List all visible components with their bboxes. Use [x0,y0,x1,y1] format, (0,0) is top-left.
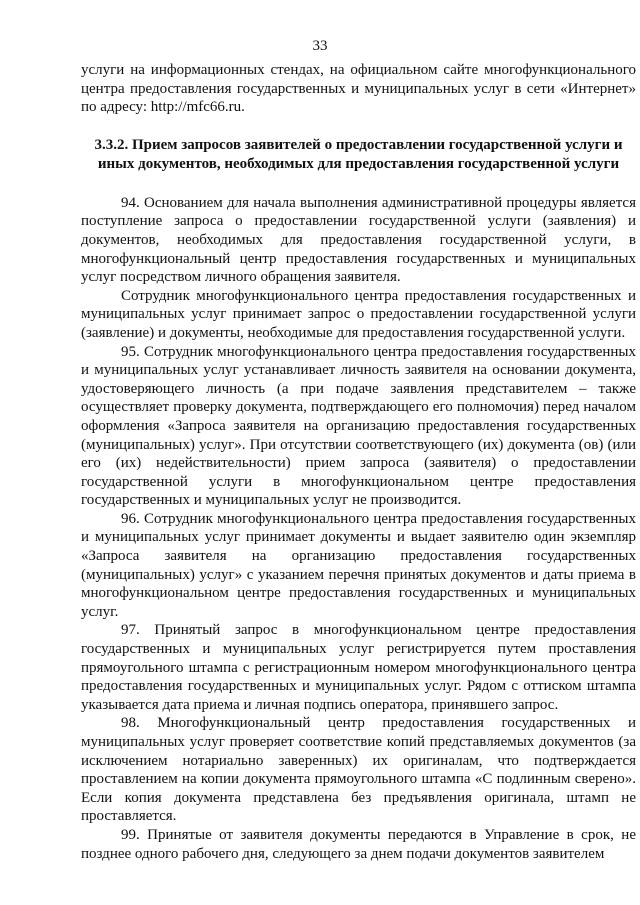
paragraph-96: 96. Сотрудник многофункционального центра предоставления государственных и муниципальных услуг принимает документы и выдает заявителю один экземпляр «Запроса заявителя на организацию предоставления государственных (муниципальных) услуг» с указанием перечня принятых документов и даты приема в многофункциональном центре предоставления государственных и муниципальных услуг. [81,510,636,620]
paragraph-94: 94. Основанием для начала выполнения административной процедуры является поступление запроса о предоставлении государственной услуги (заявления) и документов, необходимых для предоставления государственной услуги, в многофункциональный центр предоставления государственных и муниципальных услуг посредством личного обращения заявителя. [81,194,636,286]
paragraph-94-continuation: Сотрудник многофункционального центра предоставления государственных и муниципальных услуг принимает запрос о предоставлении государственной услуги (заявление) и документы, необходимые для предоставления государственной услуги. [81,287,636,341]
paragraph-97: 97. Принятый запрос в многофункциональном центре предоставления государственных и муниципальных услуг регистрируется путем проставления прямоугольного штампа с регистрационным номером многофункционального центра предоставления государственных и муниципальных услуг. Рядом с оттиском штампа указывается дата приема и личная подпись оператора, принявшего запрос. [81,622,636,713]
section-heading: 3.3.2. Прием запросов заявителей о предоставлении государственной услуги и иных документов, необходимых для предоставления государственной услуги [94,136,623,172]
intro-paragraph: услуги на информационных стендах, на официальном сайте многофункционального центра предоставления государственных и муниципальных услуг в сети «Интернет» по адресу: http://mfc66.ru. [81,62,636,116]
paragraph-95: 95. Сотрудник многофункционального центра предоставления государственных и муниципальных услуг устанавливает личность заявителя на основании документа, удостоверяющего личность (а при подаче заявления представителем – также осуществляет проверку документа, подтверждающего его полномочия) перед началом оформления «Запроса заявителя на организацию предоставления государственных (муниципальных) услуг». При отсутствии соответствующего (их) документа (ов) (или его (их) недействительности) прием запроса (заявителя) о предоставлении государственной услуги в многофункциональном центре предоставления государственных и муниципальных услуг не производится. [81,343,636,509]
page-number: 33 [312,38,328,54]
paragraph-99: 99. Принятые от заявителя документы передаются в Управление в срок, не позднее одного рабочего дня, следующего за днем подачи документов заявителем [81,826,636,862]
page-content [81,61,636,863]
paragraph-98: 98. Многофункциональный центр предоставления государственных и муниципальных услуг проверяет соответствие копий представляемых документов (за исключением нотариально заверенных) их оригиналам, что подтверждается проставлением на копии документа прямоугольного штампа «С подлинным сверено». Если копия документа представлена без предъявления оригинала, штамп не проставляется. [81,715,636,825]
